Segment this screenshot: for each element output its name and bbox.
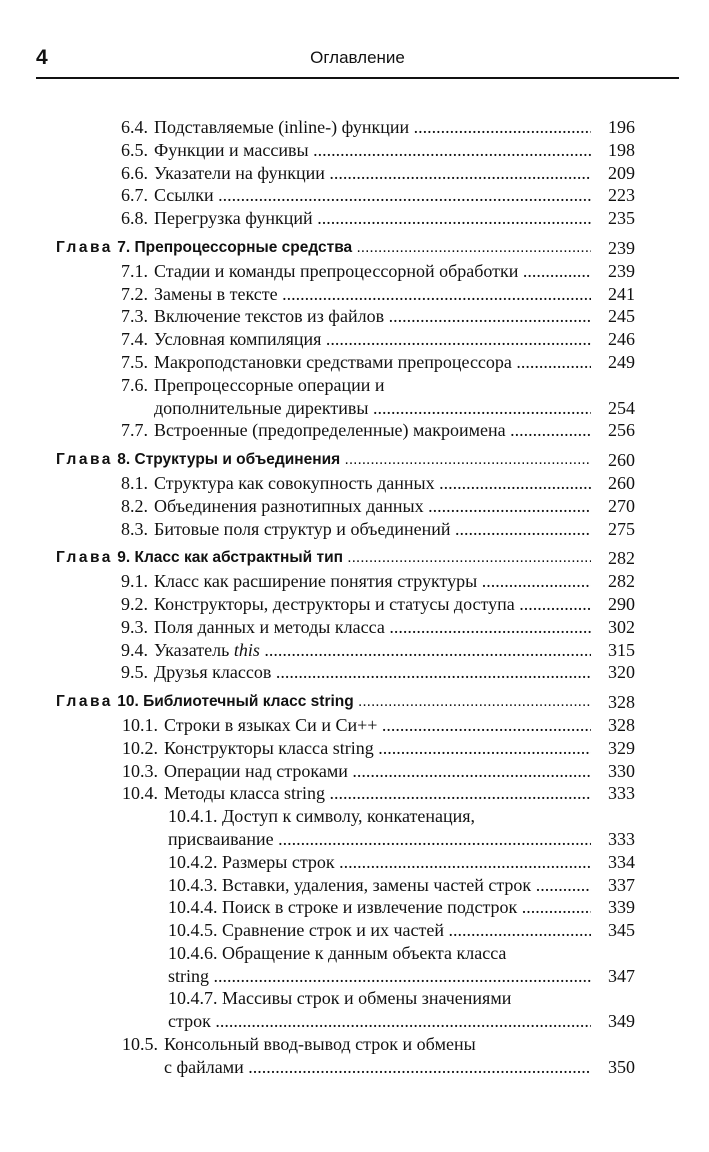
toc-entry-number: 7.3. bbox=[121, 306, 148, 327]
toc-entry-title bbox=[154, 616, 591, 639]
toc-title-line bbox=[154, 419, 591, 442]
toc-entry-title bbox=[154, 116, 591, 139]
toc-entry-number: 7.5. bbox=[121, 351, 148, 372]
toc-page-number: 239 bbox=[608, 237, 635, 258]
toc-title-text-2: string bbox=[168, 965, 210, 986]
toc-title-line-2 bbox=[154, 397, 591, 420]
toc-entry-title bbox=[154, 661, 591, 684]
toc-title-line bbox=[154, 518, 591, 541]
toc-title-line-2 bbox=[168, 965, 591, 988]
toc-entry-title bbox=[154, 639, 591, 662]
toc-title-line bbox=[168, 942, 591, 965]
toc-entry-number: 6.4. bbox=[121, 117, 148, 137]
chapter-title: Препроцессорные средства bbox=[134, 238, 353, 256]
toc-entry bbox=[0, 472, 709, 495]
toc-title-line bbox=[168, 874, 591, 897]
toc-entry bbox=[0, 714, 709, 737]
toc-entry bbox=[0, 782, 709, 805]
toc-entry bbox=[0, 328, 709, 351]
chapter-heading bbox=[56, 547, 591, 570]
toc-entry-number: 9.5. bbox=[121, 662, 148, 683]
toc-page-number: 239 bbox=[608, 260, 635, 281]
toc-entry-title bbox=[168, 942, 591, 988]
toc-page-number: 302 bbox=[608, 616, 635, 637]
toc-page-number: 209 bbox=[608, 162, 635, 183]
toc-entry bbox=[0, 593, 709, 616]
toc-page-number: 249 bbox=[608, 351, 635, 372]
toc-title-line bbox=[168, 805, 591, 828]
toc-entry-title bbox=[56, 691, 591, 714]
toc-entry bbox=[0, 639, 709, 662]
toc-entry-title bbox=[154, 351, 591, 374]
toc-entry-number: 8.2. bbox=[121, 495, 148, 516]
toc-title-text: Условная компиляция bbox=[154, 329, 322, 350]
toc-entry-number: 9.4. bbox=[121, 639, 148, 660]
chapter-label: Глава bbox=[56, 693, 113, 711]
toc-title-line bbox=[154, 116, 591, 139]
toc-entry-number: 10.2. bbox=[122, 737, 158, 758]
toc-title-italic: this bbox=[233, 639, 260, 660]
toc-entry-number: 7.2. bbox=[121, 283, 148, 304]
toc-title-text: Функции и массивы bbox=[154, 139, 309, 160]
toc-title-line bbox=[154, 351, 591, 374]
toc-title-text-2: присваивание bbox=[168, 828, 274, 849]
toc-page-number: 246 bbox=[608, 329, 635, 350]
toc-entry bbox=[0, 919, 709, 942]
toc-title-line-2 bbox=[164, 1056, 591, 1079]
toc-entry bbox=[0, 987, 709, 1033]
toc-entry-title bbox=[154, 518, 591, 541]
toc-entry-title bbox=[154, 305, 591, 328]
toc-page-number: 254 bbox=[608, 397, 635, 418]
toc-entry bbox=[0, 419, 709, 442]
toc-page-number: 347 bbox=[608, 965, 635, 986]
toc-title-line bbox=[154, 305, 591, 328]
toc-entry-number: 9.1. bbox=[121, 571, 148, 592]
toc-title-text: Замены в тексте bbox=[154, 283, 278, 304]
toc-entry bbox=[0, 661, 709, 684]
toc-page-number: 349 bbox=[608, 1011, 635, 1032]
toc-entry-number: 7.7. bbox=[121, 420, 148, 441]
toc-chapter bbox=[0, 237, 709, 260]
running-title: Оглавление bbox=[310, 48, 405, 67]
toc-title-text: Конструкторы класса string bbox=[164, 737, 374, 758]
toc-entry-title bbox=[154, 139, 591, 162]
toc-page-number: 235 bbox=[608, 208, 635, 229]
toc-entry-title bbox=[164, 782, 591, 805]
toc-title-line bbox=[164, 737, 591, 760]
toc-entry bbox=[0, 942, 709, 988]
toc-entry-title bbox=[56, 237, 591, 260]
chapter-number: 7. bbox=[117, 238, 131, 256]
toc-entry-number: 8.3. bbox=[121, 518, 148, 539]
toc-entry-number: 7.4. bbox=[121, 329, 148, 350]
toc-entry-number: 7.1. bbox=[121, 260, 148, 281]
toc-title-text: Ссылки bbox=[154, 185, 214, 206]
toc-entry-title bbox=[154, 593, 591, 616]
toc-entry-title bbox=[154, 184, 591, 207]
toc-entry-title bbox=[164, 1033, 591, 1079]
toc-entry bbox=[0, 374, 709, 420]
toc-page-number: 315 bbox=[608, 639, 635, 660]
toc-entry-title bbox=[154, 495, 591, 518]
chapter-number: 10. bbox=[117, 693, 139, 711]
toc-page-number: 334 bbox=[608, 851, 635, 872]
toc-title-text: 10.4.5. Сравнение строк и их частей bbox=[168, 920, 444, 941]
toc-title-line bbox=[168, 987, 591, 1010]
page-number: 4 bbox=[36, 46, 48, 69]
chapter-title: Класс как абстрактный тип bbox=[134, 549, 343, 567]
toc-title-text-2: строк bbox=[168, 1011, 211, 1032]
toc-entry-title bbox=[164, 737, 591, 760]
toc-page-number: 275 bbox=[608, 518, 635, 539]
toc-entry bbox=[0, 495, 709, 518]
toc-entry-title bbox=[154, 419, 591, 442]
toc-chapter bbox=[0, 449, 709, 472]
toc-entry bbox=[0, 207, 709, 230]
toc-entry bbox=[0, 305, 709, 328]
chapter-number: 9. bbox=[117, 549, 131, 567]
chapter-label: Глава bbox=[56, 238, 113, 256]
toc-page-number: 328 bbox=[608, 714, 635, 735]
toc-entry-title bbox=[164, 760, 591, 783]
toc-page-number: 345 bbox=[608, 920, 635, 941]
toc-entry-number: 7.6. bbox=[121, 374, 148, 395]
chapter-heading bbox=[56, 449, 591, 472]
toc-page-number: 339 bbox=[608, 897, 635, 918]
toc-title-line bbox=[154, 593, 591, 616]
toc-title-text: Класс как расширение понятия структуры bbox=[154, 571, 478, 592]
toc-entry bbox=[0, 116, 709, 139]
toc-title-line bbox=[154, 570, 591, 593]
toc-entry-number: 10.1. bbox=[122, 714, 158, 735]
toc-entry-title bbox=[168, 896, 591, 919]
chapter-number: 8. bbox=[117, 451, 131, 469]
toc-title-line bbox=[154, 472, 591, 495]
toc-entry bbox=[0, 616, 709, 639]
toc-entry-number: 6.7. bbox=[121, 185, 148, 206]
page-header bbox=[36, 40, 679, 78]
toc-title-line bbox=[154, 328, 591, 351]
toc-entry-title bbox=[154, 328, 591, 351]
toc-page-number: 241 bbox=[608, 283, 635, 304]
toc-entry bbox=[0, 851, 709, 874]
toc-title-line bbox=[164, 1033, 591, 1056]
toc-title-text: Структура как совокупность данных bbox=[154, 472, 435, 493]
toc-entry bbox=[0, 874, 709, 897]
toc-entry-title bbox=[154, 283, 591, 306]
toc-title-text: Битовые поля структур и объединений bbox=[154, 518, 451, 539]
toc-title-text: Операции над строками bbox=[164, 760, 348, 781]
toc-title-line bbox=[164, 782, 591, 805]
toc-page-number: 196 bbox=[608, 117, 635, 137]
toc-title-text: Перегрузка функций bbox=[154, 208, 313, 229]
header-rule bbox=[36, 77, 679, 79]
toc-title-line bbox=[154, 616, 591, 639]
toc-title-text: Встроенные (предопределенные) макроимена bbox=[154, 420, 506, 441]
toc-title-text: 10.4.4. Поиск в строке и извлечение подстрок bbox=[168, 897, 518, 918]
toc-title-text: Макроподстановки средствами препроцессора bbox=[154, 351, 512, 372]
toc-entry bbox=[0, 1033, 709, 1079]
toc-entry-number: 10.5. bbox=[122, 1034, 158, 1055]
toc-page-number: 260 bbox=[608, 450, 635, 471]
chapter-label: Глава bbox=[56, 451, 113, 469]
toc-entry bbox=[0, 139, 709, 162]
chapter-label: Глава bbox=[56, 549, 113, 567]
toc-title-line bbox=[154, 139, 591, 162]
toc-title-line bbox=[154, 639, 591, 662]
toc-entry bbox=[0, 184, 709, 207]
toc-entry bbox=[0, 896, 709, 919]
toc-title-line bbox=[154, 661, 591, 684]
toc-entry-number: 6.8. bbox=[121, 208, 148, 229]
toc-title-text: Методы класса string bbox=[164, 783, 326, 804]
toc-entry-number: 6.5. bbox=[121, 139, 148, 160]
toc-title-text: Указатели на функции bbox=[154, 162, 325, 183]
toc-title-text-2: с файлами bbox=[164, 1056, 244, 1077]
toc-entry-number: 10.4. bbox=[122, 783, 158, 804]
chapter-title: Библиотечный класс string bbox=[143, 693, 354, 711]
toc-page-number: 245 bbox=[608, 306, 635, 327]
toc-page-number: 337 bbox=[608, 874, 635, 895]
toc-entry-title bbox=[168, 987, 591, 1033]
toc-entry-title bbox=[164, 714, 591, 737]
toc-entry-title bbox=[168, 874, 591, 897]
toc-title-line bbox=[168, 919, 591, 942]
toc-entry-number: 6.6. bbox=[121, 162, 148, 183]
toc-title-text: Включение текстов из файлов bbox=[154, 306, 385, 327]
chapter-title: Структуры и объединения bbox=[134, 451, 341, 469]
toc-entry bbox=[0, 260, 709, 283]
toc-entry bbox=[0, 162, 709, 185]
toc-title-line bbox=[154, 283, 591, 306]
toc-title-text: Подставляемые (inline-) функции bbox=[154, 117, 410, 137]
toc-entry bbox=[0, 351, 709, 374]
toc-title-line bbox=[164, 714, 591, 737]
toc-title-text: 10.4.6. Обращение к данным объекта класса bbox=[168, 942, 507, 963]
toc-title-text: Конструкторы, деструкторы и статусы доступа bbox=[154, 593, 515, 614]
chapter-heading bbox=[56, 691, 591, 714]
toc-page-number: 223 bbox=[608, 185, 635, 206]
toc-title-line bbox=[154, 495, 591, 518]
toc-entry bbox=[0, 518, 709, 541]
toc-entry-title bbox=[168, 851, 591, 874]
toc-entry-title bbox=[154, 207, 591, 230]
toc-title-text: 10.4.2. Размеры строк bbox=[168, 851, 335, 872]
toc-page-number: 256 bbox=[608, 420, 635, 441]
toc-page-number: 333 bbox=[608, 783, 635, 804]
toc-title-text: Друзья классов bbox=[154, 662, 272, 683]
toc-chapter bbox=[0, 547, 709, 570]
toc-entry-title bbox=[56, 449, 591, 472]
toc-page-number: 333 bbox=[608, 828, 635, 849]
toc-title-text: 10.4.7. Массивы строк и обмены значениями bbox=[168, 988, 512, 1009]
toc-entry-number: 8.1. bbox=[121, 472, 148, 493]
chapter-heading bbox=[56, 237, 591, 260]
toc-page-number: 329 bbox=[608, 737, 635, 758]
toc-page-number: 198 bbox=[608, 139, 635, 160]
toc-entry bbox=[0, 737, 709, 760]
toc-entry-title bbox=[154, 472, 591, 495]
toc-page-number: 330 bbox=[608, 760, 635, 781]
toc-entry bbox=[0, 760, 709, 783]
toc-title-text: Указатель bbox=[154, 639, 230, 660]
toc-title-text-2: дополнительные директивы bbox=[154, 397, 369, 418]
toc-page-number: 328 bbox=[608, 692, 635, 713]
toc-entry-number: 9.3. bbox=[121, 616, 148, 637]
toc-title-line bbox=[154, 374, 591, 397]
toc-title-line bbox=[164, 760, 591, 783]
toc-title-text: 10.4.3. Вставки, удаления, замены частей строк bbox=[168, 874, 532, 895]
toc-title-text: Объединения разнотипных данных bbox=[154, 495, 424, 516]
toc-entry-title bbox=[168, 805, 591, 851]
toc-entry-number: 10.3. bbox=[122, 760, 158, 781]
toc-page-number: 260 bbox=[608, 472, 635, 493]
toc-entry bbox=[0, 570, 709, 593]
toc-title-line bbox=[168, 851, 591, 874]
toc-title-line bbox=[154, 184, 591, 207]
toc-page-number: 282 bbox=[608, 548, 635, 569]
toc-page-number: 320 bbox=[608, 662, 635, 683]
toc-title-line bbox=[154, 162, 591, 185]
toc-page-number: 270 bbox=[608, 495, 635, 516]
toc-title-text: Поля данных и методы класса bbox=[154, 616, 385, 637]
toc-entry-title bbox=[56, 547, 591, 570]
toc-title-line bbox=[154, 207, 591, 230]
toc-title-text: Стадии и команды препроцессорной обработки bbox=[154, 260, 519, 281]
toc-title-line-2 bbox=[168, 1010, 591, 1033]
toc-entry-title bbox=[154, 260, 591, 283]
toc-title-text: 10.4.1. Доступ к символу, конкатенация, bbox=[168, 806, 476, 827]
toc-title-line bbox=[168, 896, 591, 919]
toc-entry-title bbox=[154, 374, 591, 420]
toc-entry-title bbox=[154, 570, 591, 593]
toc-entry bbox=[0, 805, 709, 851]
toc-entry-title bbox=[154, 162, 591, 185]
table-of-contents bbox=[0, 116, 709, 1079]
toc-title-text: Строки в языках Си и Си++ bbox=[164, 714, 378, 735]
toc-page-number: 290 bbox=[608, 593, 635, 614]
toc-title-text: Препроцессорные операции и bbox=[154, 374, 385, 395]
toc-page-number: 350 bbox=[608, 1056, 635, 1077]
toc-title-text: Консольный ввод-вывод строк и обмены bbox=[164, 1034, 476, 1055]
toc-entry-number: 9.2. bbox=[121, 593, 148, 614]
toc-entry-title bbox=[168, 919, 591, 942]
toc-page-number: 282 bbox=[608, 571, 635, 592]
toc-title-line-2 bbox=[168, 828, 591, 851]
toc-chapter bbox=[0, 691, 709, 714]
toc-entry bbox=[0, 283, 709, 306]
toc-title-line bbox=[154, 260, 591, 283]
